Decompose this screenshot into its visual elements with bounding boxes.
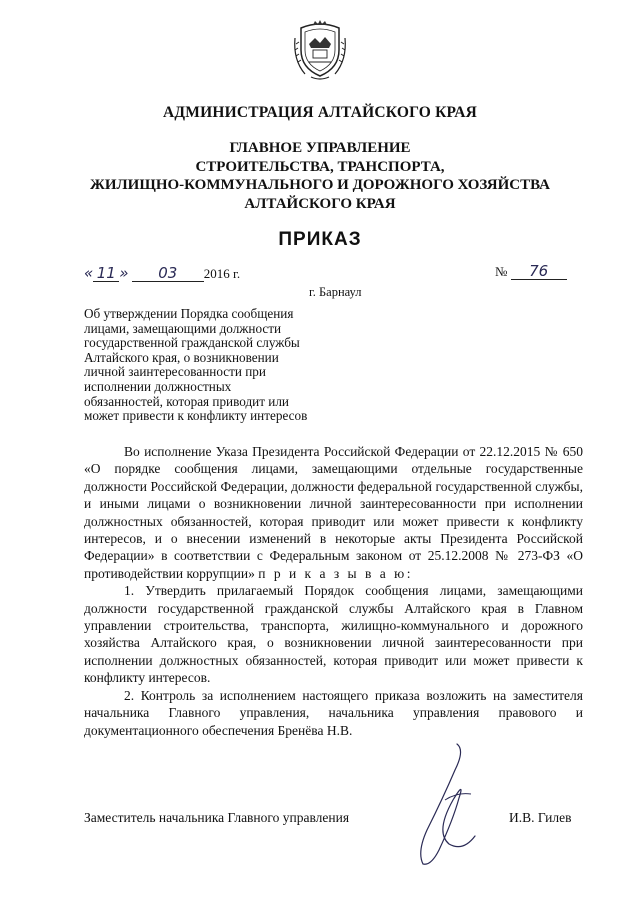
order-item-2: 2. Контроль за исполнением настоящего приказа возложить на заместителя начальника Главного управления, начальника управления правового и документационного обеспечения Бренёва Н.В. [84,687,583,738]
subject-line: обязанностей, которая приводит или [84,393,289,409]
order-date [84,264,240,282]
date-year: 2016 г. [203,266,241,281]
date-day: 11 [93,266,119,282]
signatory-name: И.В. Гилев [509,810,572,825]
department-line: СТРОИТЕЛЬСТВА, ТРАНСПОРТА, [195,158,445,175]
department-line: ЖИЛИЩНО-КОММУНАЛЬНОГО И ДОРОЖНОГО ХОЗЯЙСТВА [90,177,550,193]
order-subject [84,307,354,424]
department-line: ГЛАВНОЕ УПРАВЛЕНИЕ [229,140,411,156]
order-number [495,264,567,280]
subject-line: лицами, замещающими должности [84,320,282,336]
order-word: п р и к а з ы в а ю: [258,565,413,581]
department-line: АЛТАЙСКОГО КРАЯ [244,195,396,212]
handwritten-signature [405,740,495,870]
preamble-paragraph [84,443,583,582]
document-type-title: ПРИКАЗ [278,229,362,250]
city-label: г. Барнаул [309,285,362,299]
date-month: 03 [132,266,204,282]
order-item-1: 1. Утвердить прилагаемый Порядок сообщения лицами, замещающими должности государственной гражданской службы Алтайского края в Главном управлении строительства, транспорта, жилищно-коммунального и дорожного хозяйства Алтайского края, о возникновении личной заинтересованности при исполнении должностных обязанностей, которая приводит или может привести к конфликту интересов. [84,583,583,686]
department-heading [0,139,640,213]
subject-line: Об утверждении Порядка сообщения [84,306,294,321]
date-quote-open: « [84,264,94,282]
administration-heading: АДМИНИСТРАЦИЯ АЛТАЙСКОГО КРАЯ [162,104,478,121]
signatory-title: Заместитель начальника Главного управления [84,810,350,825]
subject-line: государственной гражданской службы [84,335,300,351]
preamble-text: Во исполнение Указа Президента Российской Федерации от 22.12.2015 № 650 «О порядке сообщения лицами, замещающими отдельные государственные должности Российской Федерации, должности федеральной государственной службы, и иными лицами о возникновении личной заинтересованности при исполнении должностных обязанностей, которая приводит или может привести к конфликту интересов, и о внесении изменений в некоторые акты Президента Российской Федерации» в соответствии с Федеральным законом от 25.12.2008 № 273-ФЗ «О противодействии коррупции» [84,444,583,581]
subject-line: исполнении должностных [84,378,232,394]
subject-line: Алтайского края, о возникновении [84,349,279,365]
number-value: 76 [511,264,567,280]
number-label: № [495,264,508,279]
order-body [84,443,583,739]
date-quote-close: » [119,264,129,282]
subject-line: может привести к конфликту интересов [84,408,308,424]
subject-line: личной заинтересованности при [84,364,266,380]
coat-of-arms-emblem [291,20,349,82]
